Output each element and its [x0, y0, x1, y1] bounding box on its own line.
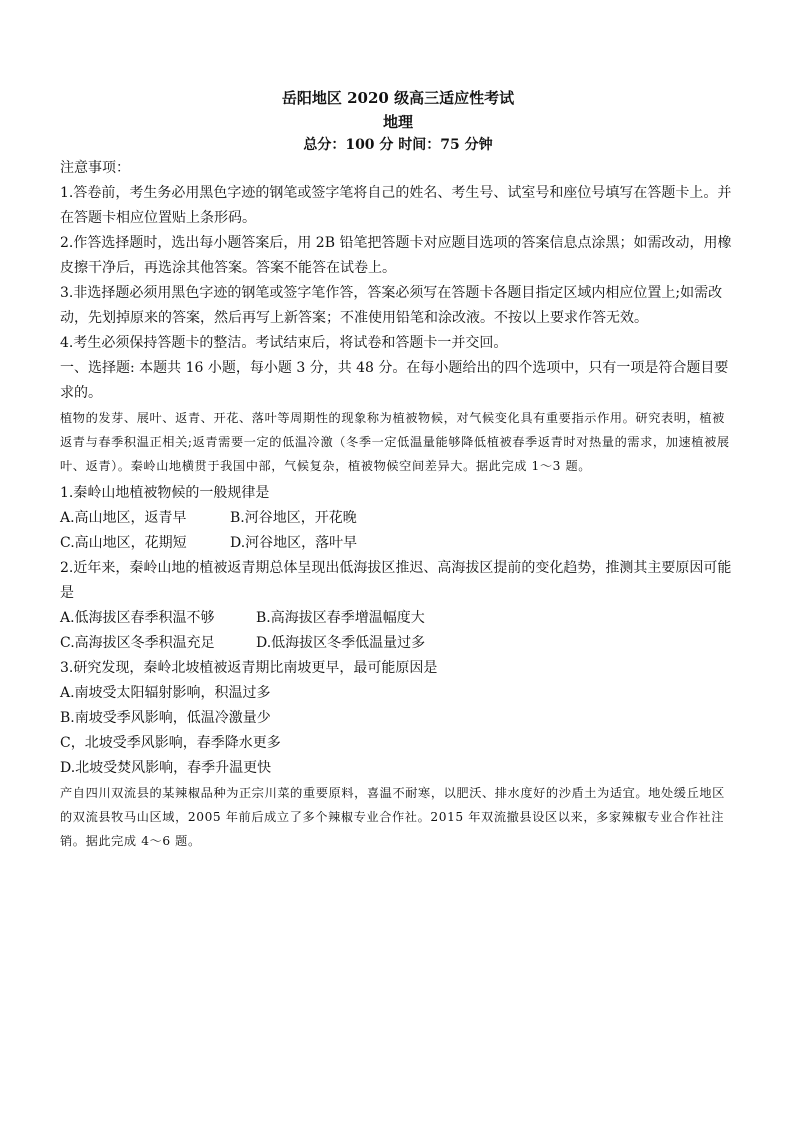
exam-page: [60, 86, 736, 853]
question-3-option-c[interactable]: C，北坡受季风影响，春季降水更多: [60, 735, 281, 751]
question-2-options-row-2: [60, 631, 736, 656]
section-heading: 一、选择题: 本题共 16 小题，每小题 3 分，共 48 分。在每小题给出的四个选项中，只有一项是符合题目要求的。: [60, 360, 729, 401]
exam-subject: 地理: [382, 113, 413, 131]
question-1-stem: 1.秦岭山地植被物候的一般规律是: [60, 485, 270, 501]
question-3-option-a[interactable]: A.南坡受太阳辐射影响，积温过多: [60, 685, 271, 701]
question-1-options-row-1: [60, 506, 736, 531]
question-3-stem: 3.研究发现，秦岭北坡植被返青期比南坡更早，最可能原因是: [60, 660, 438, 676]
question-1-option-b[interactable]: B.河谷地区，开花晚: [230, 510, 357, 526]
question-2-stem: 2.近年来，秦岭山地的植被返青期总体呈现出低海拔区推迟、高海拔区提前的变化趋势，推测其主要原因可能是: [60, 560, 732, 601]
question-2-option-a[interactable]: A.低海拔区春季积温不够: [60, 610, 215, 626]
question-1-options-row-2: [60, 531, 736, 556]
notice-item-1: 1.答卷前，考生务必用黑色字迹的钢笔或签字笔将自己的姓名、考生号、试室号和座位号填写在答题卡上。并在答题卡相应位置贴上条形码。: [60, 185, 732, 226]
notice-item-3: 3.非选择题必须用黑色字迹的钢笔或签字笔作答，答案必须写在答题卡各题目指定区域内相应位置上;如需改动，先划掉原来的答案，然后再写上新答案；不准使用铅笔和涂改液。不按以上要求作答无效。: [60, 285, 723, 326]
question-3-option-b[interactable]: B.南坡受季风影响，低温冷激量少: [60, 710, 271, 726]
passage-1: 植物的发芽、展叶、返青、开花、落叶等周期性的现象称为植被物候，对气候变化具有重要指示作用。研究表明，植被返青与春季积温正相关;返青需要一定的低温冷激（冬季一定低温量能够降低植被春季返青时对热量的需求，加速植被展叶、返青）。秦岭山地横贯于我国中部，气候复杂，植被物候空间差异大。据此完成 1～3 题。: [60, 411, 730, 473]
question-3-option-d[interactable]: D.北坡受焚风影响，春季升温更快: [60, 760, 272, 776]
question-1-option-a[interactable]: A.高山地区，返青早: [60, 510, 187, 526]
question-1-option-c[interactable]: C.高山地区，花期短: [60, 535, 187, 551]
exam-meta: 总分：100 分 时间：75 分钟: [303, 137, 493, 153]
question-2-option-d[interactable]: D.低海拔区冬季低温量过多: [256, 635, 426, 651]
question-2-option-b[interactable]: B.高海拔区春季增温幅度大: [256, 610, 425, 626]
exam-title: 岳阳地区 2020 级高三适应性考试: [281, 89, 515, 107]
question-2-options-row-1: [60, 606, 736, 631]
question-1-option-d[interactable]: D.河谷地区，落叶早: [230, 535, 358, 551]
question-2-option-c[interactable]: C.高海拔区冬季积温充足: [60, 635, 215, 651]
notice-item-2: 2.作答选择题时，选出每小题答案后，用 2B 铅笔把答题卡对应题目选项的答案信息点涂黑；如需改动，用橡皮擦干净后，再选涂其他答案。答案不能答在试卷上。: [60, 235, 732, 276]
passage-2: 产自四川双流县的某辣椒品种为正宗川菜的重要原料，喜温不耐寒，以肥沃、排水度好的沙盾土为适宜。地处缓丘地区的双流县牧马山区域，2005 年前后成立了多个辣椒专业合作社。2015 年双流撤县设区以来，多家辣椒专业合作社注销。据此完成 4～6 题。: [60, 786, 725, 848]
notice-heading: 注意事项：: [60, 160, 130, 176]
notice-item-4: 4.考生必须保持答题卡的整洁。考试结束后，将试卷和答题卡一并交回。: [60, 335, 508, 351]
